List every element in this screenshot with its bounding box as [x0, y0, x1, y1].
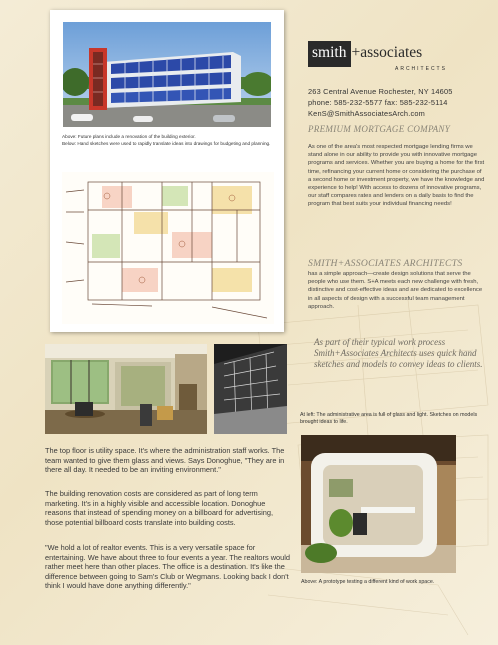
- prototype-workspace-photo: [301, 435, 456, 573]
- logo-subtitle: ARCHITECTS: [395, 66, 447, 72]
- model-sketch-photo: [214, 344, 287, 434]
- logo-box-text: smith: [308, 41, 351, 67]
- architects-heading: SMITH+ASSOCIATES ARCHITECTS: [308, 258, 463, 269]
- pull-quote: As part of their typical work process Smith+Associates Architects uses quick hand sketches and models to convey ideas to clients.: [314, 337, 483, 370]
- article-paragraph-2: [45, 489, 293, 527]
- firm-logo: [308, 41, 422, 67]
- floor-plan-sketch: [62, 172, 274, 324]
- address: 263 Central Avenue Rochester, NY 14605: [308, 87, 453, 96]
- caption-top-photo: Above: Future plans include a renovation of the building exterior.: [62, 134, 196, 139]
- article-paragraph-1: [45, 446, 293, 475]
- caption-top-sketch: Below: Hand sketches were used to rapidly translate ideas into drawings for budgeting and planning.: [62, 141, 271, 146]
- architects-body: has a simple approach—create design solutions that serve the people who use them. S+A meets each new challenge with fresh, distinctive and cost-effective ideas and are dedicated to excellence in all aspects of design with a successful team management approach.: [308, 271, 483, 310]
- mortgage-heading: PREMIUM MORTGAGE COMPANY: [308, 124, 451, 134]
- contact-block: [308, 86, 453, 119]
- article-text-3: "We hold a lot of realtor events. This is a very versatile space for entertaining. We have about three to four events a year. The realtors would rather meet here than other places. The office is a destination. It's like the difference between going to Sam's Club or Wegmans. Looking back I don't think I would have done anything differently.": [45, 543, 290, 591]
- administrative-office-photo: [45, 344, 207, 434]
- top-captions: [62, 133, 276, 147]
- article-text-1: The top floor is utility space. It's where the administration staff works. The team wanted to give them glass and views. Says Donoghue, "They are in there all day. It needed to be an inviting environment.": [45, 446, 285, 475]
- mortgage-body: As one of the area's most respected mortgage lending firms we stand alone in our ability to provide you with innovative mortgage programs and services. Whether you are buying a home for the first time, refinancing your current home or considering the purchase of a second home or investment property, we have the knowledge and experience to help! With access to dozens of innovative programs, our staff compares rates and lenders on a daily basis to find the program that best suits your individual financing needs!: [308, 144, 485, 208]
- caption-left-photos: At left: The administrative area is full of glass and light. Sketches on models brought ideas to life.: [300, 412, 478, 426]
- article-paragraph-3: [45, 543, 293, 591]
- logo-rest-text: +associates: [351, 44, 423, 61]
- caption-prototype: Above: A prototype testing a different kind of work space.: [301, 579, 435, 585]
- photo-card: [50, 10, 284, 332]
- building-exterior-rendering: [63, 22, 271, 127]
- article-text-2: The building renovation costs are considered as part of long term marketing. It's in a highly visible and accessible location. Donoghue reasons that instead of spending money on a billboard for advertising, those potential billboard costs translate into building costs.: [45, 489, 274, 527]
- phone-fax: phone: 585-232-5577 fax: 585-232-5114: [308, 98, 448, 107]
- email: KenS@SmithAssociatesArch.com: [308, 109, 426, 118]
